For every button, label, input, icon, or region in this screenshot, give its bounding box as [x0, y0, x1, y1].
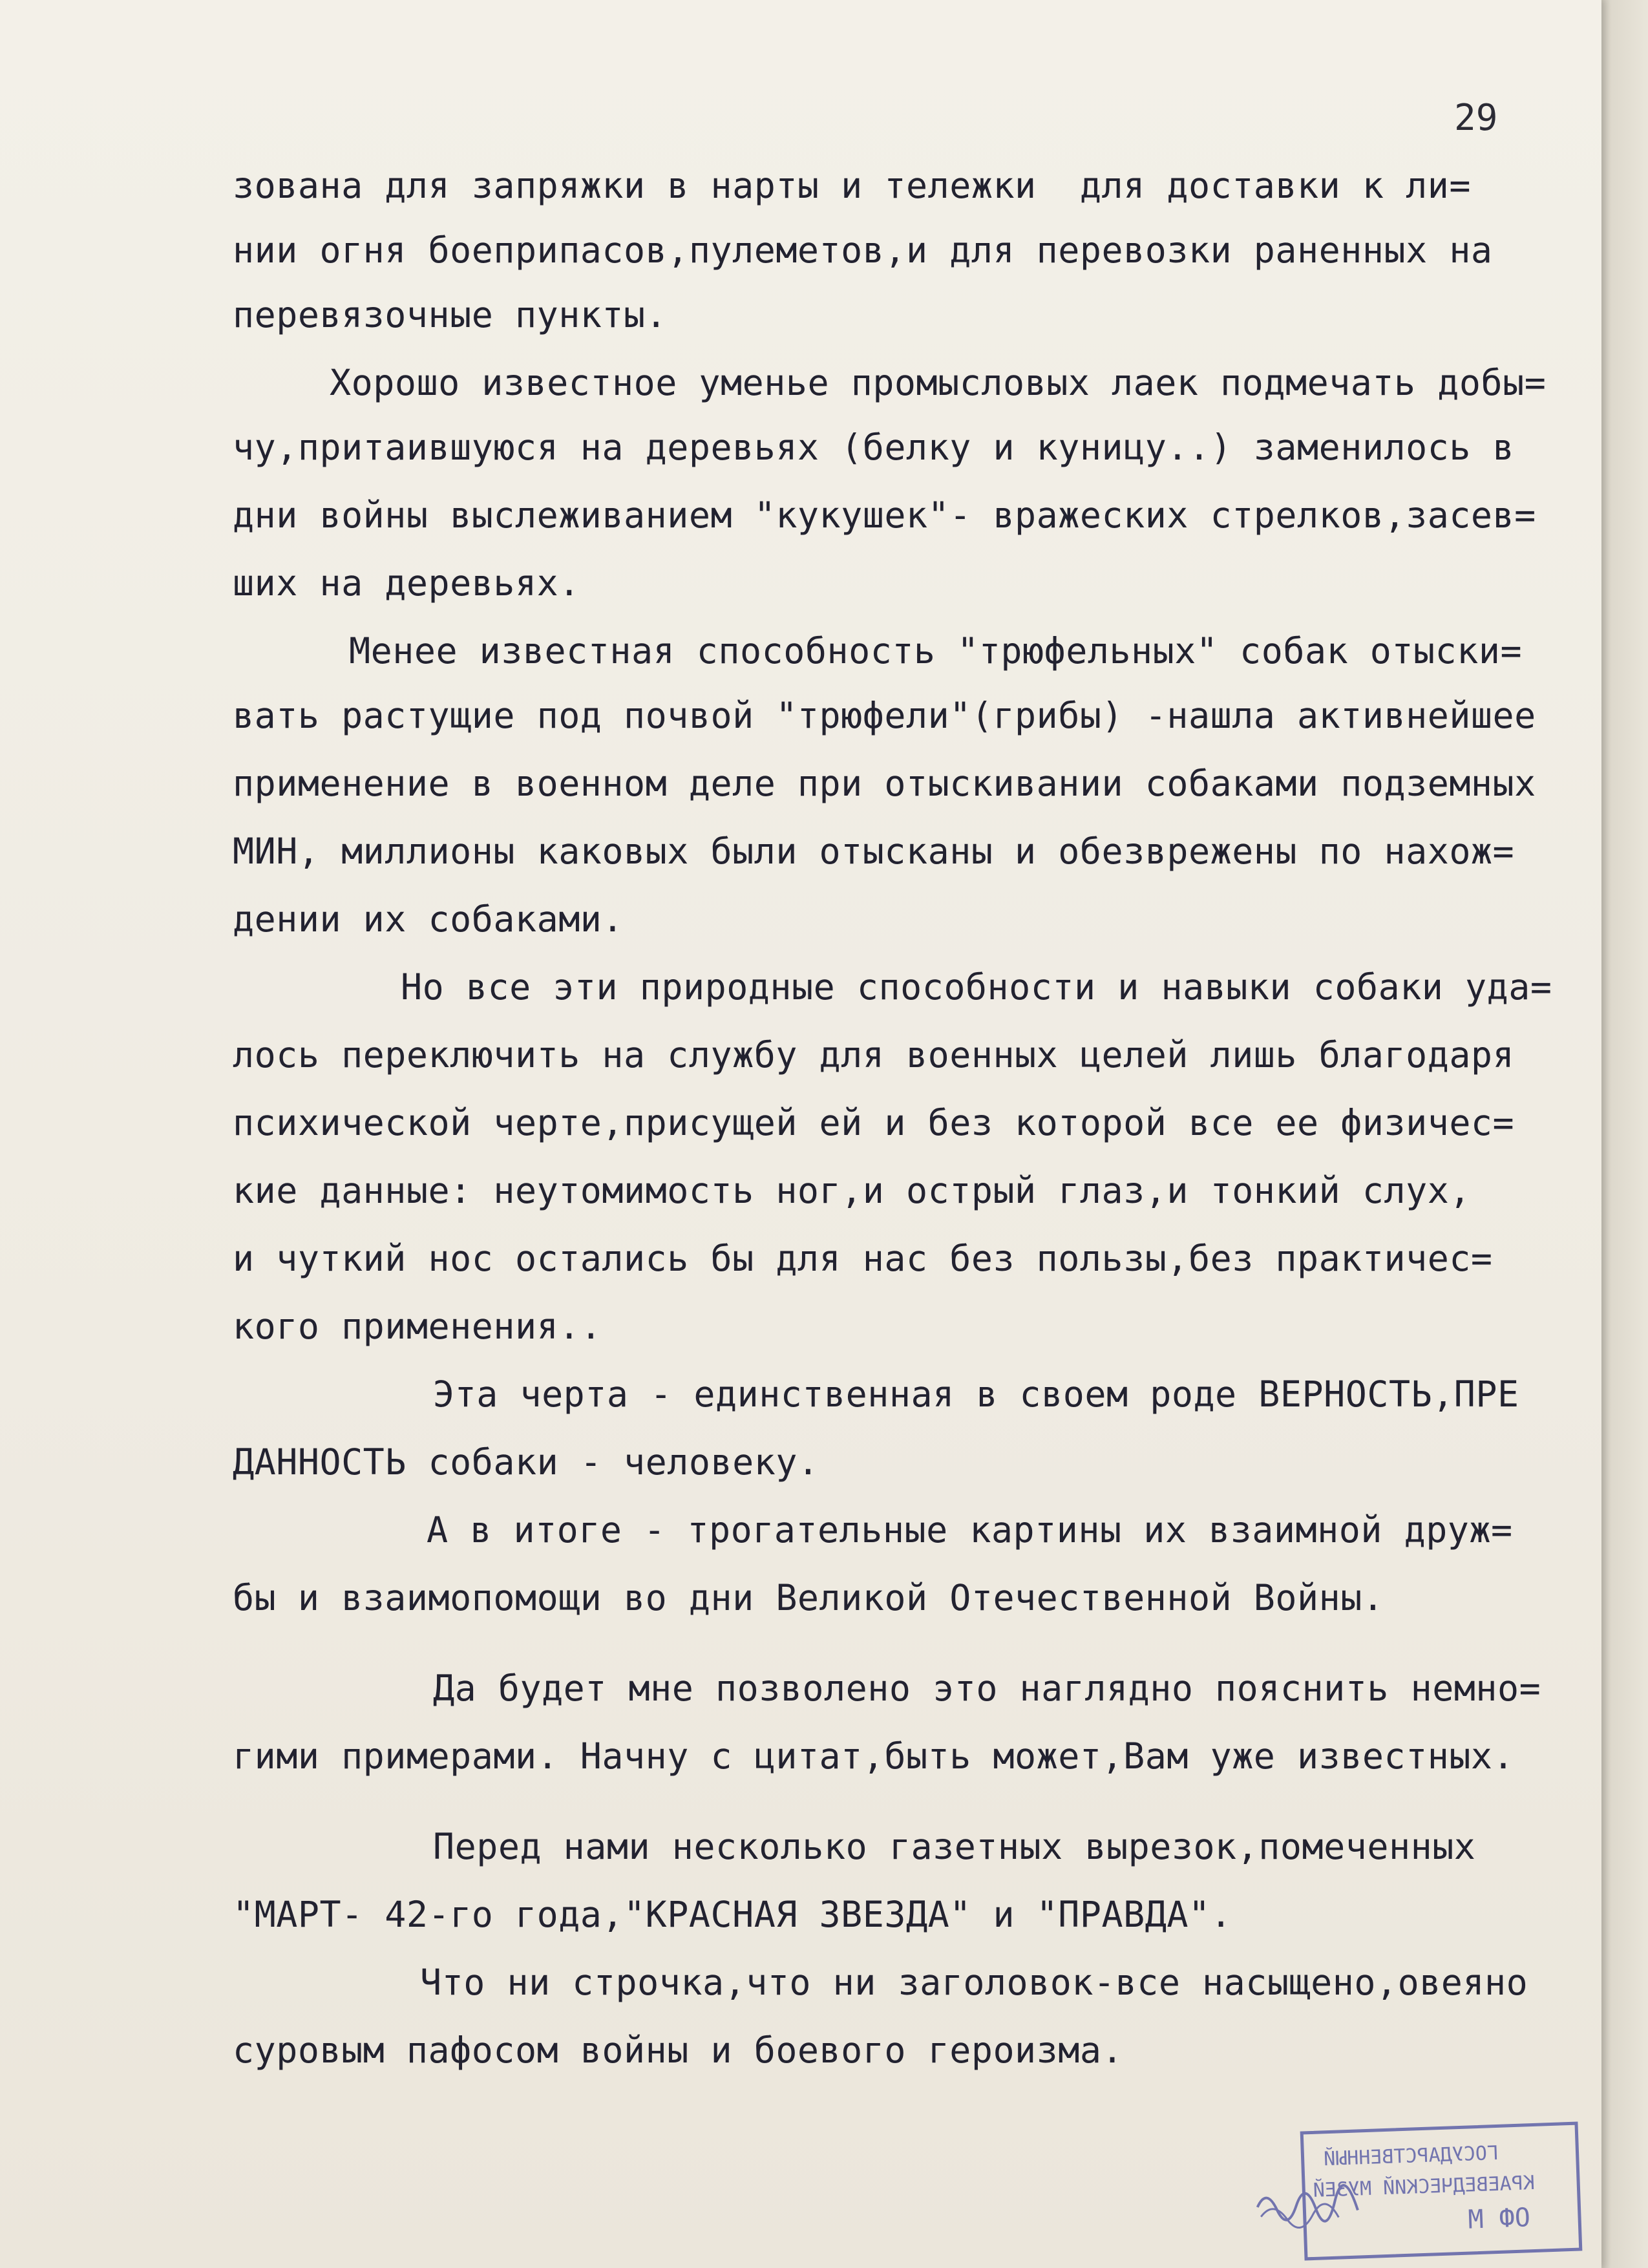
text-line: Менее известная способность "трюфельных" собак отыски=: [349, 630, 1523, 672]
text-line: психической черте,присущей ей и без которой все ее физичес=: [233, 1102, 1515, 1143]
text-line: ДАННОСТЬ собаки - человеку.: [233, 1441, 819, 1483]
stamp-text-line: КРАЕВЕДЧЕСКИЙ МУЗЕЙ: [1313, 2171, 1536, 2202]
underlying-page-edge: [1601, 0, 1648, 2268]
text-line: Перед нами несколько газетных вырезок,помеченных: [433, 1826, 1476, 1867]
text-line: чу,притаившуюся на деревьях (белку и куницу..) заменилось в: [233, 427, 1515, 468]
text-line: А в итоге - трогательные картины их взаимной друж=: [427, 1509, 1513, 1551]
text-line: нии огня боеприпасов,пулеметов,и для перевозки раненных на: [233, 229, 1493, 271]
text-line: перевязочные пункты.: [233, 294, 668, 335]
text-line: лось переключить на службу для военных целей лишь благодаря: [233, 1034, 1515, 1076]
text-line: вать растущие под почвой "трюфели"(грибы) -нашла активнейшее: [233, 695, 1536, 736]
text-line: и чуткий нос остались бы для нас без пользы,без практичес=: [233, 1238, 1493, 1279]
text-line: дни войны выслеживанием "кукушек"- вражеских стрелков,засев=: [233, 494, 1536, 536]
text-line: Хорошо известное уменье промысловых лаек подмечать добы=: [330, 362, 1547, 403]
museum-stamp: [1300, 2122, 1583, 2261]
text-line: кого применения..: [233, 1306, 602, 1347]
text-line: "МАРТ- 42-го года,"КРАСНАЯ ЗВЕЗДА" и "ПРАВДА".: [233, 1894, 1232, 1935]
text-line: дении их собаками.: [233, 898, 624, 940]
stamp-text-line: ГОСУДАРСТВЕННЫЙ: [1323, 2141, 1499, 2171]
stamp-text-line: М ФО: [1467, 2203, 1531, 2235]
text-line: применение в военном деле при отыскивании собаками подземных: [233, 763, 1536, 804]
text-line: гими примерами. Начну с цитат,быть может,Вам уже известных.: [233, 1735, 1515, 1777]
text-line: бы и взаимопомощи во дни Великой Отечественной Войны.: [233, 1577, 1384, 1618]
text-line: МИН, миллионы каковых были отысканы и обезврежены по нахож=: [233, 831, 1515, 872]
text-line: кие данные: неутомимость ног,и острый глаз,и тонкий слух,: [233, 1170, 1471, 1211]
page-number: 29: [1454, 97, 1498, 139]
text-line: зована для запряжки в нарты и тележки для доставки к ли=: [233, 165, 1471, 206]
text-line: Да будет мне позволено это наглядно пояснить немно=: [433, 1668, 1541, 1709]
text-line: Но все эти природные способности и навыки собаки уда=: [401, 966, 1552, 1008]
text-line: Что ни строчка,что ни заголовок-все насыщено,овеяно: [420, 1962, 1528, 2003]
text-line: Эта черта - единственная в своем роде ВЕРНОСТЬ,ПРЕ: [433, 1373, 1519, 1415]
text-line: суровым пафосом войны и боевого героизма.: [233, 2030, 1124, 2071]
text-line: ших на деревьях.: [233, 562, 580, 604]
